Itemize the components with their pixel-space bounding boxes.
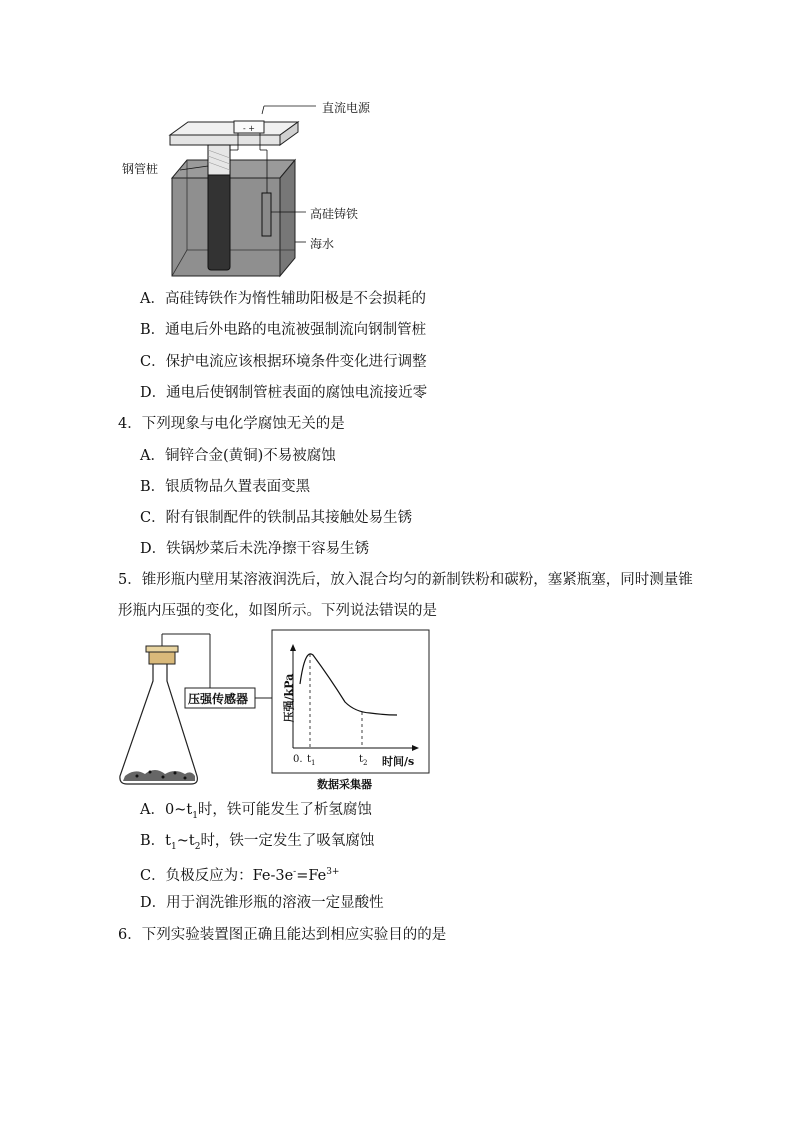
q3-option-c: C．保护电流应该根据环境条件变化进行调整 [140,354,427,370]
q5-b-mid: ~t [176,833,195,849]
label-steel-pile: 钢管桩 [122,162,159,176]
q3-option-d: D．通电后使钢制管桩表面的腐蚀电流接近零 [140,385,428,401]
pressure-chart [285,640,425,760]
chart-t1 [307,754,316,767]
q5-c-pre: C．负极反应为：Fe-3e [140,867,294,884]
conical-flask [120,664,198,784]
q5-b-post: 时，铁一定发生了吸氧腐蚀 [200,833,375,849]
q5-option-d: D．用于润洗锥形瓶的溶液一定显酸性 [140,895,384,911]
tank-top-face [172,160,295,178]
label-dc-power: 直流电源 [322,101,371,115]
q5-b-sub2: 2 [194,841,201,852]
steel-pile [208,170,230,270]
q3-option-a: A．高硅铸铁作为惰性辅助阳极是不会损耗的 [140,291,426,307]
q4-option-b: B．银质物品久置表面变黑 [140,479,311,495]
q6-stem: 6．下列实验装置图正确且能达到相应实验目的的是 [118,927,447,943]
t1-subscript: 1 [311,759,316,767]
q4-option-c: C．附有银制配件的铁制品其接触处易生锈 [140,510,413,526]
battery-signs: - + [243,124,255,133]
q4-stem: 4．下列现象与电化学腐蚀无关的是 [118,416,345,432]
pressure-curve [300,654,397,715]
q5-a-post: 时，铁可能发生了析氢腐蚀 [197,802,372,818]
q4-option-d: D．铁锅炒菜后未洗净擦干容易生锈 [140,541,370,557]
q5-c-sup2: 3+ [326,867,340,877]
q5-c-mid: =Fe [296,867,327,884]
chart-origin: 0. [293,754,303,765]
q5-a-sub: 1 [192,810,198,821]
board-front [170,135,280,145]
q5-option-a [140,800,372,826]
iron-carbon-powder [123,770,195,781]
silicon-iron-anode [262,193,271,236]
chart-t2 [359,754,368,767]
q5-b-pre: B．t [140,833,171,849]
tank-side [280,160,295,276]
label-silicon-iron: 高硅铸铁 [310,207,359,221]
t2-letter: t [359,754,364,765]
q5-c-sup1: - [293,867,297,877]
pressure-sensor-label: 压强传感器 [188,692,249,706]
q5-a-pre: A．0~t [140,802,193,818]
data-collector-caption: 数据采集器 [317,778,372,791]
q5-option-b [140,831,374,857]
t2-subscript: 2 [363,759,368,767]
chart-xlabel: 时间/s [382,755,415,768]
q5-option-c [140,862,339,886]
figure-cathodic-protection [110,90,400,290]
q5-stem-line1: 5．锥形瓶内壁用某溶液润洗后，放入混合均匀的新制铁粉和碳粉，塞紧瓶塞，同时测量锥 [118,572,693,588]
t1-letter: t [307,754,312,765]
q4-option-a: A．铜锌合金(黄铜)不易被腐蚀 [140,448,336,464]
q5-b-sub1: 1 [170,841,177,852]
label-seawater: 海水 [310,237,335,251]
q3-option-b: B．通电后外电路的电流被强制流向钢制管桩 [140,322,427,338]
q5-stem-line2: 形瓶内压强的变化，如图所示。下列说法错误的是 [118,603,437,619]
chart-ylabel: 压强/kPa [282,673,296,723]
